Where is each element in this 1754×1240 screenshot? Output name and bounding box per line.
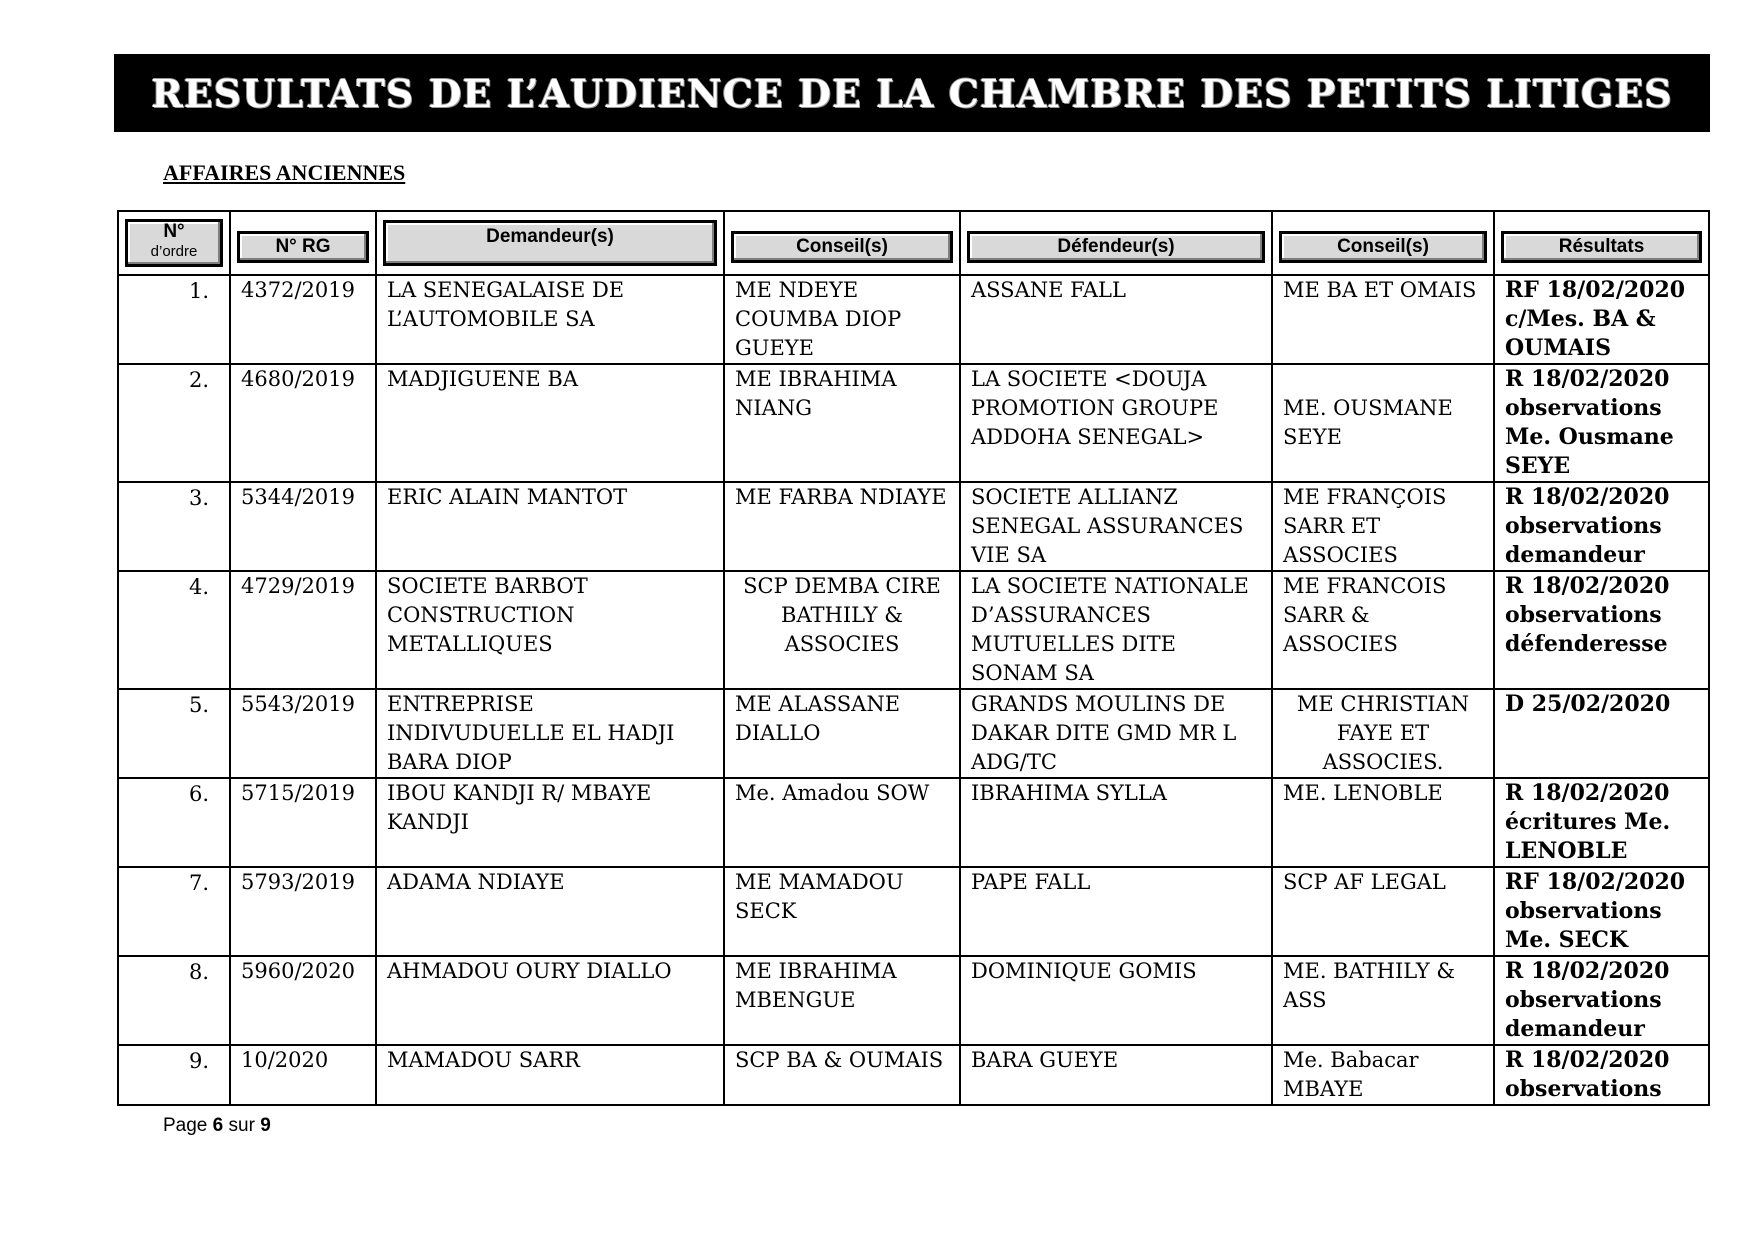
cell-conseil-defendeur-text: ME. OUSMANE SEYE [1283,396,1453,449]
cell-conseil-defendeur: ME FRANCOIS SARR & ASSOCIES [1272,571,1494,689]
cell-conseil-defendeur [1272,364,1494,482]
cell-conseil-demandeur: Me. Amadou SOW [724,778,960,867]
cell-rg: 5793/2019 [230,867,376,956]
cell-ordre: 1. [118,275,230,364]
cell-rg: 5960/2020 [230,956,376,1045]
table-row [118,1045,1709,1105]
cell-demandeur: MADJIGUENE BA [376,364,724,482]
col-conseil1-label: Conseil(s) [731,231,953,263]
cell-rg: 5543/2019 [230,689,376,778]
cell-resultat: R 18/02/2020 observations Me. Ousmane SEYE [1494,364,1709,482]
table-row [118,482,1709,571]
table-row [118,275,1709,364]
cell-demandeur: ENTREPRISE INDIVUDUELLE EL HADJI BARA DIOP [376,689,724,778]
cell-ordre: 2. [118,364,230,482]
table-row [118,571,1709,689]
cell-rg: 10/2020 [230,1045,376,1105]
col-demandeur-label: Demandeur(s) [383,220,717,266]
cell-demandeur: LA SENEGALAISE DE L’AUTOMOBILE SA [376,275,724,364]
cell-defendeur: ASSANE FALL [960,275,1272,364]
cell-defendeur: LA SOCIETE <DOUJA PROMOTION GROUPE ADDOHA SENEGAL> [960,364,1272,482]
col-header-rg [230,211,376,275]
cell-conseil-demandeur: ME MAMADOU SECK [724,867,960,956]
cell-resultat: R 18/02/2020 observations demandeur [1494,956,1709,1045]
cell-resultat: RF 18/02/2020 observations Me. SECK [1494,867,1709,956]
cell-rg: 4680/2019 [230,364,376,482]
col-ordre-sublabel: d’ordre [150,243,198,260]
cell-conseil-defendeur: ME. LENOBLE [1272,778,1494,867]
cell-ordre: 3. [118,482,230,571]
col-defendeur-label: Défendeur(s) [967,231,1265,263]
table-row [118,956,1709,1045]
cell-defendeur: GRANDS MOULINS DE DAKAR DITE GMD MR L ADG/TC [960,689,1272,778]
cell-resultat: R 18/02/2020 observations demandeur [1494,482,1709,571]
cell-conseil-defendeur: ME FRANÇOIS SARR ET ASSOCIES [1272,482,1494,571]
col-header-ordre [118,211,230,275]
cell-defendeur: IBRAHIMA SYLLA [960,778,1272,867]
cell-conseil-defendeur: ME BA ET OMAIS [1272,275,1494,364]
cell-conseil-defendeur: ME CHRISTIAN FAYE ET ASSOCIES. [1272,689,1494,778]
footer-of-word: sur [228,1115,255,1136]
col-rg-label: N° RG [237,231,369,263]
cell-defendeur: SOCIETE ALLIANZ SENEGAL ASSURANCES VIE SA [960,482,1272,571]
cell-resultat: D 25/02/2020 [1494,689,1709,778]
col-header-demandeur [376,211,724,275]
cell-demandeur: IBOU KANDJI R/ MBAYE KANDJI [376,778,724,867]
cell-conseil-demandeur: ME FARBA NDIAYE [724,482,960,571]
footer-page-total: 9 [260,1115,271,1136]
cell-resultat: RF 18/02/2020 c/Mes. BA & OUMAIS [1494,275,1709,364]
cell-ordre: 7. [118,867,230,956]
cell-conseil-demandeur: SCP BA & OUMAIS [724,1045,960,1105]
cell-resultat: R 18/02/2020 observations [1494,1045,1709,1105]
table-row [118,778,1709,867]
footer-page-current: 6 [212,1115,224,1136]
table-row [118,689,1709,778]
cell-demandeur: AHMADOU OURY DIALLO [376,956,724,1045]
page-footer [163,1115,271,1137]
cell-ordre: 8. [118,956,230,1045]
cell-rg: 4729/2019 [230,571,376,689]
cell-demandeur: SOCIETE BARBOT CONSTRUCTION METALLIQUES [376,571,724,689]
table-header-row [118,211,1709,275]
cell-demandeur: ERIC ALAIN MANTOT [376,482,724,571]
cell-rg: 5715/2019 [230,778,376,867]
cell-defendeur: PAPE FALL [960,867,1272,956]
cell-rg: 4372/2019 [230,275,376,364]
cell-rg: 5344/2019 [230,482,376,571]
footer-page-word: Page [163,1115,208,1136]
col-header-defendeur [960,211,1272,275]
cell-conseil-demandeur: ME ALASSANE DIALLO [724,689,960,778]
cell-conseil-demandeur: ME NDEYE COUMBA DIOP GUEYE [724,275,960,364]
title-banner [114,54,1710,132]
col-header-conseil-demandeur [724,211,960,275]
col-resultats-label: Résultats [1501,231,1702,263]
cell-defendeur: LA SOCIETE NATIONALE D’ASSURANCES MUTUELLES DITE SONAM SA [960,571,1272,689]
cell-conseil-demandeur: ME IBRAHIMA MBENGUE [724,956,960,1045]
col-conseil2-label: Conseil(s) [1279,231,1487,263]
cell-ordre: 5. [118,689,230,778]
section-title: AFFAIRES ANCIENNES [163,160,406,185]
cell-defendeur: DOMINIQUE GOMIS [960,956,1272,1045]
table-row [118,364,1709,482]
cell-ordre: 9. [118,1045,230,1105]
col-header-conseil-defendeur [1272,211,1494,275]
cell-conseil-defendeur: Me. Babacar MBAYE [1272,1045,1494,1105]
cell-conseil-demandeur: SCP DEMBA CIRE BATHILY & ASSOCIES [724,571,960,689]
cell-resultat: R 18/02/2020 observations défenderesse [1494,571,1709,689]
cell-ordre: 6. [118,778,230,867]
cell-conseil-demandeur: ME IBRAHIMA NIANG [724,364,960,482]
cell-demandeur: MAMADOU SARR [376,1045,724,1105]
cell-conseil-defendeur: SCP AF LEGAL [1272,867,1494,956]
results-table [117,210,1710,1106]
col-header-resultats [1494,211,1709,275]
cell-resultat: R 18/02/2020 écritures Me. LENOBLE [1494,778,1709,867]
cell-demandeur: ADAMA NDIAYE [376,867,724,956]
col-ordre-label: N° [163,221,185,242]
cell-defendeur: BARA GUEYE [960,1045,1272,1105]
cell-conseil-defendeur: ME. BATHILY & ASS [1272,956,1494,1045]
table-row [118,867,1709,956]
cell-ordre: 4. [118,571,230,689]
page-title: RESULTATS DE L’AUDIENCE DE LA CHAMBRE DES PETITS LITIGES [151,70,1673,116]
